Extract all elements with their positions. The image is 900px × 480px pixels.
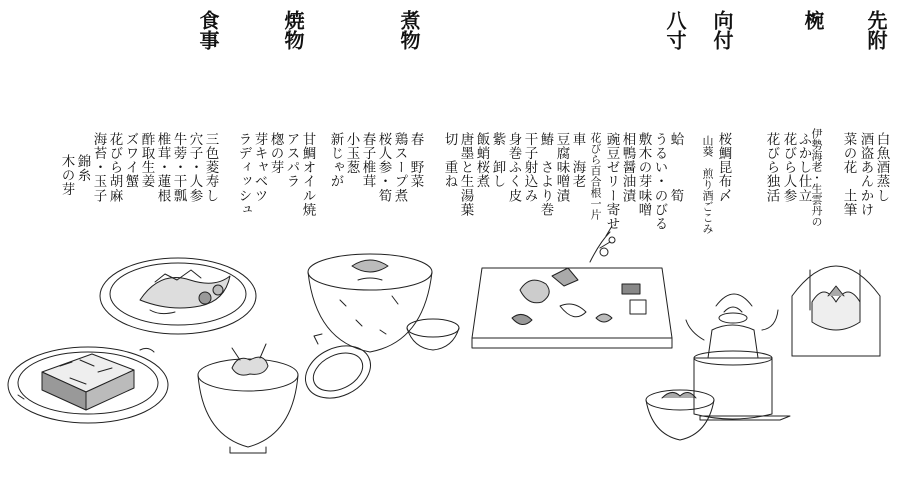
shokuji-item: 花びら胡麻 xyxy=(106,132,123,203)
nimono-bowl-illustration xyxy=(308,254,459,352)
hassun-item: 花びら百合根一片 xyxy=(589,132,602,220)
heading-yakimono: 焼物 xyxy=(281,10,305,50)
heading-mukozuke: 向付 xyxy=(710,10,734,50)
nimono-item: 桜人参・筍 xyxy=(375,132,392,203)
yakimono-item: 芽キャベツ xyxy=(251,132,268,203)
yakimono-plate-illustration xyxy=(100,258,256,334)
teapot-brazier-illustration xyxy=(686,294,790,420)
shokuji-item: 錦糸 xyxy=(74,154,91,183)
hassun-board-illustration xyxy=(472,226,672,348)
hassun-item: 敷木の芽味噌 xyxy=(635,132,652,217)
hassun-item: 蛤 筍 xyxy=(667,132,684,203)
shokuji-item: 木の芽 xyxy=(58,154,75,197)
yakimono-item: ラディッシュ xyxy=(235,132,252,217)
hassun-item: 飯蛸桜煮 xyxy=(473,132,490,189)
hassun-item: 鰆 さより巻 xyxy=(537,132,554,217)
nimono-item: 鶏スープ煮 xyxy=(391,132,408,203)
nimono-item: 新じゃが xyxy=(327,132,344,189)
wan-stand-illustration xyxy=(792,266,880,356)
hassun-item: 切 重ね xyxy=(441,132,458,189)
shokuji-item: 椎茸・蓮根 xyxy=(154,132,171,203)
hassun-item: 車 海老 xyxy=(569,132,586,189)
wan-item: ふかし仕立 xyxy=(795,132,812,203)
nimono-item: 春 野菜 xyxy=(407,132,424,189)
heading-nimono: 煮物 xyxy=(397,10,421,50)
hassun-item: 紫 卸し xyxy=(489,132,506,189)
sakizuke-item: 酒盗あんかけ xyxy=(857,132,874,217)
nimono-item: 小玉葱 xyxy=(343,132,360,175)
hassun-item: 豌豆ゼリー寄せ xyxy=(603,132,620,231)
hassun-item: 相鴨醤油漬 xyxy=(619,132,636,203)
wan-item: 花びら人参 xyxy=(780,132,797,203)
sakizuke-item: 白魚酒蒸し xyxy=(873,132,890,203)
yakimono-item: 楤の芽 xyxy=(267,132,284,175)
shokuji-item: 穴子・人参 xyxy=(186,132,203,203)
shokuji-item: 海苔・玉子 xyxy=(90,132,107,203)
yakimono-item: アスパラ xyxy=(283,132,300,189)
heading-hassun: 八寸 xyxy=(663,10,687,50)
heading-shokuji: 食事 xyxy=(196,10,220,50)
wan-item: 花びら独活 xyxy=(763,132,780,203)
hassun-item: うるい・のびる xyxy=(651,132,668,231)
sakizuke-item: 菜の花 土筆 xyxy=(840,132,857,217)
mukozuke-item: 桜鯛昆布〆 xyxy=(715,132,732,203)
shokuji-item: 三色菱寿し xyxy=(202,132,219,203)
nimono-item: 春子椎茸 xyxy=(359,132,376,189)
shokuji-item: 酢取生姜 xyxy=(138,132,155,189)
wan-item: 伊勢海老・生雲丹の xyxy=(810,128,823,227)
hassun-item: 身巻ふく皮 xyxy=(505,132,522,203)
shokuji-item: ズワイ蟹 xyxy=(122,132,139,189)
hassun-item: 干子射込み xyxy=(521,132,538,203)
heading-sakizuke: 先附 xyxy=(864,10,888,50)
shokuji-item: 牛蒡・干瓢 xyxy=(170,132,187,203)
nimono-lidded-bowl-illustration xyxy=(198,334,379,453)
yakimono-item: 甘鯛オイル焼 xyxy=(299,132,316,217)
mukozuke-item: 山葵 煎り酒ごこみ xyxy=(701,135,714,234)
heading-wan: 椀 xyxy=(801,10,825,30)
mukozuke-bowl-illustration xyxy=(646,390,714,440)
hassun-item: 豆腐味噌漬 xyxy=(553,132,570,203)
hassun-item: 唐墨と生湯葉 xyxy=(457,132,474,217)
shokuji-plate-illustration xyxy=(8,347,168,423)
